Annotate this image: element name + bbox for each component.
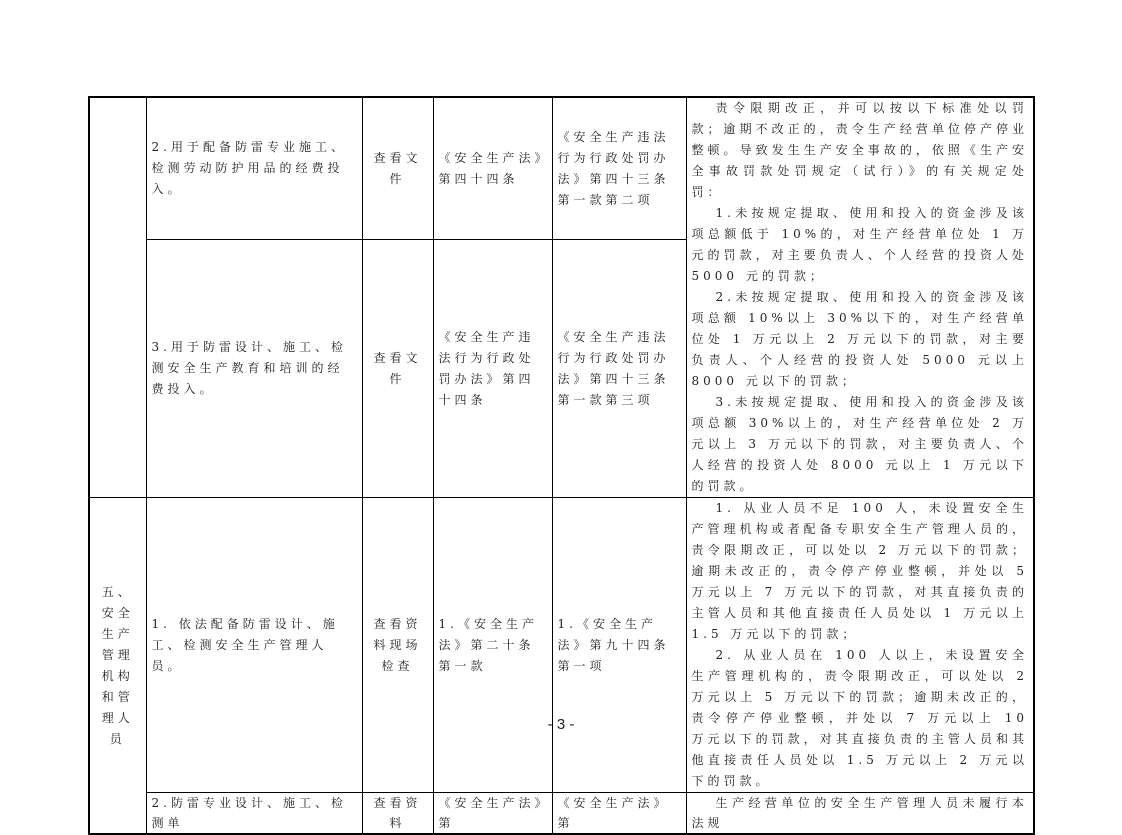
method-cell: 查看资料	[362, 793, 433, 835]
penalty-basis-cell: 《安全生产违法行为行政处罚办法》第四十三条第一款第二项	[552, 97, 686, 240]
category-cell: 五、安全生产管理机构和管理人员	[89, 498, 146, 835]
penalty-paragraph: 1. 从业人员不足 100 人，未设置安全生产管理机构或者配备专职安全生产管理人员的，责令限期改正，可以处以 2 万元以下的罚款；逾期未改正的，责令停产停业整顿，并处以 5 万元以上 7 万元以下的罚款，对其直接负责的主管人员和其他直接责任人员处以 1 万元以上 1.5 万元以下的罚款；	[691, 501, 1028, 641]
penalty-paragraph: 3.未按规定提取、使用和投入的资金涉及该项总额 30%以上的，对生产经营单位处 2 万元以上 3 万元以下的罚款，对主要负责人、个人经营的投资人处 8000 元以上 1 万元以下的罚款。	[691, 395, 1028, 493]
penalty-paragraph: 2.未按规定提取、使用和投入的资金涉及该项总额 10%以上 30%以下的，对生产经营单位处 1 万元以上 2 万元以下的罚款，对主要负责人、个人经营的投资人处 5000 元以上 8000 元以下的罚款；	[691, 290, 1028, 388]
penalty-cell	[686, 793, 1034, 835]
method-cell: 查看文件	[362, 240, 433, 498]
item-cell: 1. 依法配备防雷设计、施工、检测安全生产管理人员。	[146, 498, 362, 793]
penalty-basis-cell: 《安全生产违法行为行政处罚办法》第四十三条第一款第三项	[552, 240, 686, 498]
method-cell: 查看文件	[362, 97, 433, 240]
item-cell: 3.用于防雷设计、施工、检测安全生产教育和培训的经费投入。	[146, 240, 362, 498]
penalty-paragraph: 生产经营单位的安全生产管理人员未履行本法规	[691, 796, 1028, 830]
penalty-basis-cell: 1.《安全生产法》第九十四条第一项	[552, 498, 686, 793]
penalty-cell	[686, 97, 1034, 498]
basis-cell: 1.《安全生产法》第二十条第一款	[433, 498, 552, 793]
page-number: - 3 -	[547, 716, 575, 733]
penalty-paragraph: 2. 从业人员在 100 人以上，未设置安全生产管理机构的，责令限期改正，可以处以 2 万元以上 5 万元以下的罚款；逾期未改正的，责令停产停业整顿，并处以 7 万元以上 10 万元以下的罚款，对其直接负责的主管人员和其他直接责任人员处以 1.5 万元以上 2 万元以下的罚款。	[691, 648, 1028, 788]
table-row	[89, 498, 1034, 793]
category-cell	[89, 97, 146, 498]
penalty-paragraph: 1.未按规定提取、使用和投入的资金涉及该项总额低于 10%的，对生产经营单位处 1 万元的罚款，对主要负责人、个人经营的投资人处 5000 元的罚款；	[691, 206, 1028, 283]
table-row	[89, 97, 1034, 240]
item-cell: 2.用于配备防雷专业施工、检测劳动防护用品的经费投入。	[146, 97, 362, 240]
basis-cell: 《安全生产法》第四十四条	[433, 97, 552, 240]
method-cell: 查看资料现场检查	[362, 498, 433, 793]
penalty-cell	[686, 498, 1034, 793]
penalty-basis-cell: 《安全生产法》第	[552, 793, 686, 835]
item-cell: 2.防雷专业设计、施工、检测单	[146, 793, 362, 835]
table-row	[89, 793, 1034, 835]
basis-cell: 《安全生产法》第	[433, 793, 552, 835]
penalty-paragraph: 责令限期改正，并可以按以下标准处以罚款；逾期不改正的，责令生产经营单位停产停业整顿。导致发生生产安全事故的，依照《生产安全事故罚款处罚规定（试行）》的有关规定处罚：	[691, 101, 1028, 199]
basis-cell: 《安全生产违法行为行政处罚办法》第四十四条	[433, 240, 552, 498]
